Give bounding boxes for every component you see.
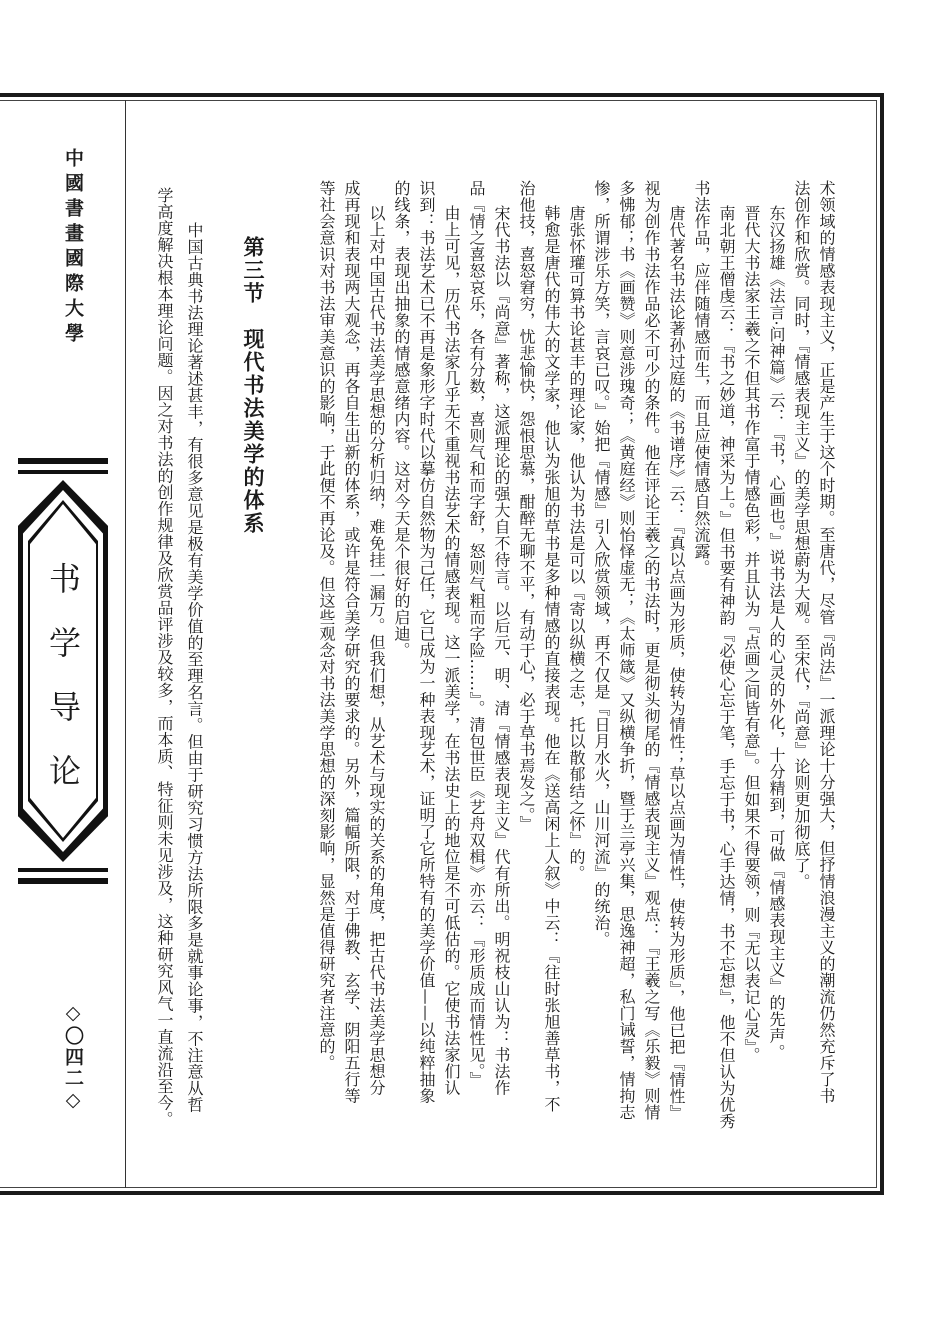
text-column: 法创作和欣赏。同时，『情感表现主义』的美学思想蔚为大观。至宋代，『尚意』论则更加彻底了。 bbox=[792, 180, 811, 890]
text-column: 韩愈是唐代的伟大的文学家，他认为张旭的草书是多种情感的直接表现。他在《送高闲上人叙》中云：『往时张旭善草书，不 bbox=[542, 205, 561, 1113]
sidebar-divider bbox=[125, 100, 126, 1188]
text-column: 品『情之喜怒哀乐，各有分数，喜则气和而字舒，怒则气粗而字险……』。清包世臣《艺舟双楫》亦云：『形质成而情性见。』 bbox=[467, 180, 486, 1088]
text-column: 成再现和表现两大观念，再各自生出新的体系，或许是符合美学研究的要求的。另外，篇幅所限，对于佛教、玄学、阴阳五行等 bbox=[342, 180, 361, 1104]
text-column: 由上可见，历代书法家几乎无不重视书法艺术的情感表现。这一派美学，在书法史上的地位是不可低估的。它使书法家们认 bbox=[442, 205, 461, 1096]
text-column: 书法作品，应伴随情感而生，而且应使情感自然流露。 bbox=[692, 180, 711, 576]
page-number: ◇〇四二◇ bbox=[62, 1002, 84, 1113]
text-column: 治他技，喜怒窘穷，忧悲愉快，怨恨思慕，酣醉无聊不平，有动于心，必于草书焉发之。』 bbox=[517, 180, 536, 832]
panel-rule bbox=[18, 878, 108, 884]
text-column: 识到：书法艺术已不再是象形字时代以摹仿自然物为己任，它已成为一种表现艺术，证明了它所特有的美学价值——以纯粹抽象 bbox=[417, 180, 436, 1104]
text-column: 的线条，表现出抽象的情感意绪内容。这对今天是个很好的启迪。 bbox=[392, 180, 411, 659]
panel-rule bbox=[18, 458, 108, 464]
text-column: 等社会意识对书法审美意识的影响，于此便不再论及。但这些观念对书法美学思想的深刻影响，显然是值得研究者注意的。 bbox=[317, 180, 336, 1071]
text-column: 东汉扬雄《法言·问神篇》云：『书，心画也。』说书法是人的心灵的外化，十分精到，可做『情感表现主义』的先声。 bbox=[767, 205, 786, 1061]
text-column: 唐代著名书法论著孙过庭的《书谱序》云：『真以点画为形质，使转为情性；草以点画为情性，使转为形质』，他已把『情性』 bbox=[667, 205, 686, 1121]
text-column: 惨，所谓涉乐方笑，言哀已叹。』始把『情感』引入欣赏领域，再不仅是『日月水火，山川河流』的统治。 bbox=[592, 180, 611, 948]
text-column: 视为创作书法作品必不可少的条件。他在评论王羲之的书法时，更是彻头彻尾的『情感表现主义』观点：『王羲之写《乐毅》则情 bbox=[642, 180, 661, 1121]
section-heading: 第三节 现代书法美学的体系 bbox=[241, 236, 265, 535]
text-column: 术领域的情感表现主义，正是产生于这个时期。至唐代，尽管『尚法』一派理论十分强大，但抒情浪漫主义的潮流仍然充斥了书 bbox=[817, 180, 836, 1104]
text-column: 以上对中国古代书法美学思想的分析归纳，难免挂一漏万。但我们想，从艺术与现实的关系的角度，把古代书法美学思想分 bbox=[367, 205, 386, 1096]
text-column: 唐张怀瓘可算书论甚丰的理论家，他认为书法是可以『寄以纵横之志，托以散郁结之怀』的。 bbox=[567, 205, 586, 882]
book-title-panel bbox=[18, 458, 108, 884]
university-header: 中國書畫國際大學 bbox=[62, 148, 84, 348]
text-column: 中国古典书法理论著述甚丰，有很多意见是极有美学价值的至理名言。但由于研究习惯方法所限多是就事论事，不注意从哲 bbox=[185, 222, 204, 1113]
text-column: 宋代书法以『尚意』著称，这派理论的强大自不待言。以后元、明、清『情感表现主义』代有所出。明祝枝山认为：书法作 bbox=[492, 205, 511, 1096]
book-title: 书学导论 bbox=[44, 562, 82, 818]
text-column: 多怫郁；书《画赞》则意涉瑰奇；《黄庭经》则怡怿虚无；《太师箴》又纵横争折，暨于兰亭兴集，思逸神超，私门诫誓，情拘志 bbox=[617, 180, 636, 1121]
panel-rule bbox=[18, 470, 108, 474]
text-column: 学高度解决根本理论问题。因之对书法的创作规律及欣赏品评涉及较多，而本质、特征则未见涉及，这种研究风气一直流沿至今。 bbox=[155, 187, 174, 1128]
panel-rule bbox=[18, 868, 108, 872]
text-column: 晋代大书法家王羲之不但其书作富于情感色彩，并且认为『点画之间皆有意』。但如果不得要领，则『无以表记心灵』。 bbox=[742, 205, 761, 1064]
text-column: 南北朝王僧虔云：『书之妙道，神采为上。』但书要有神韵『必使心忘于笔，手忘于书，心手达情，书不忘想』，他不但认为优秀 bbox=[717, 205, 736, 1130]
